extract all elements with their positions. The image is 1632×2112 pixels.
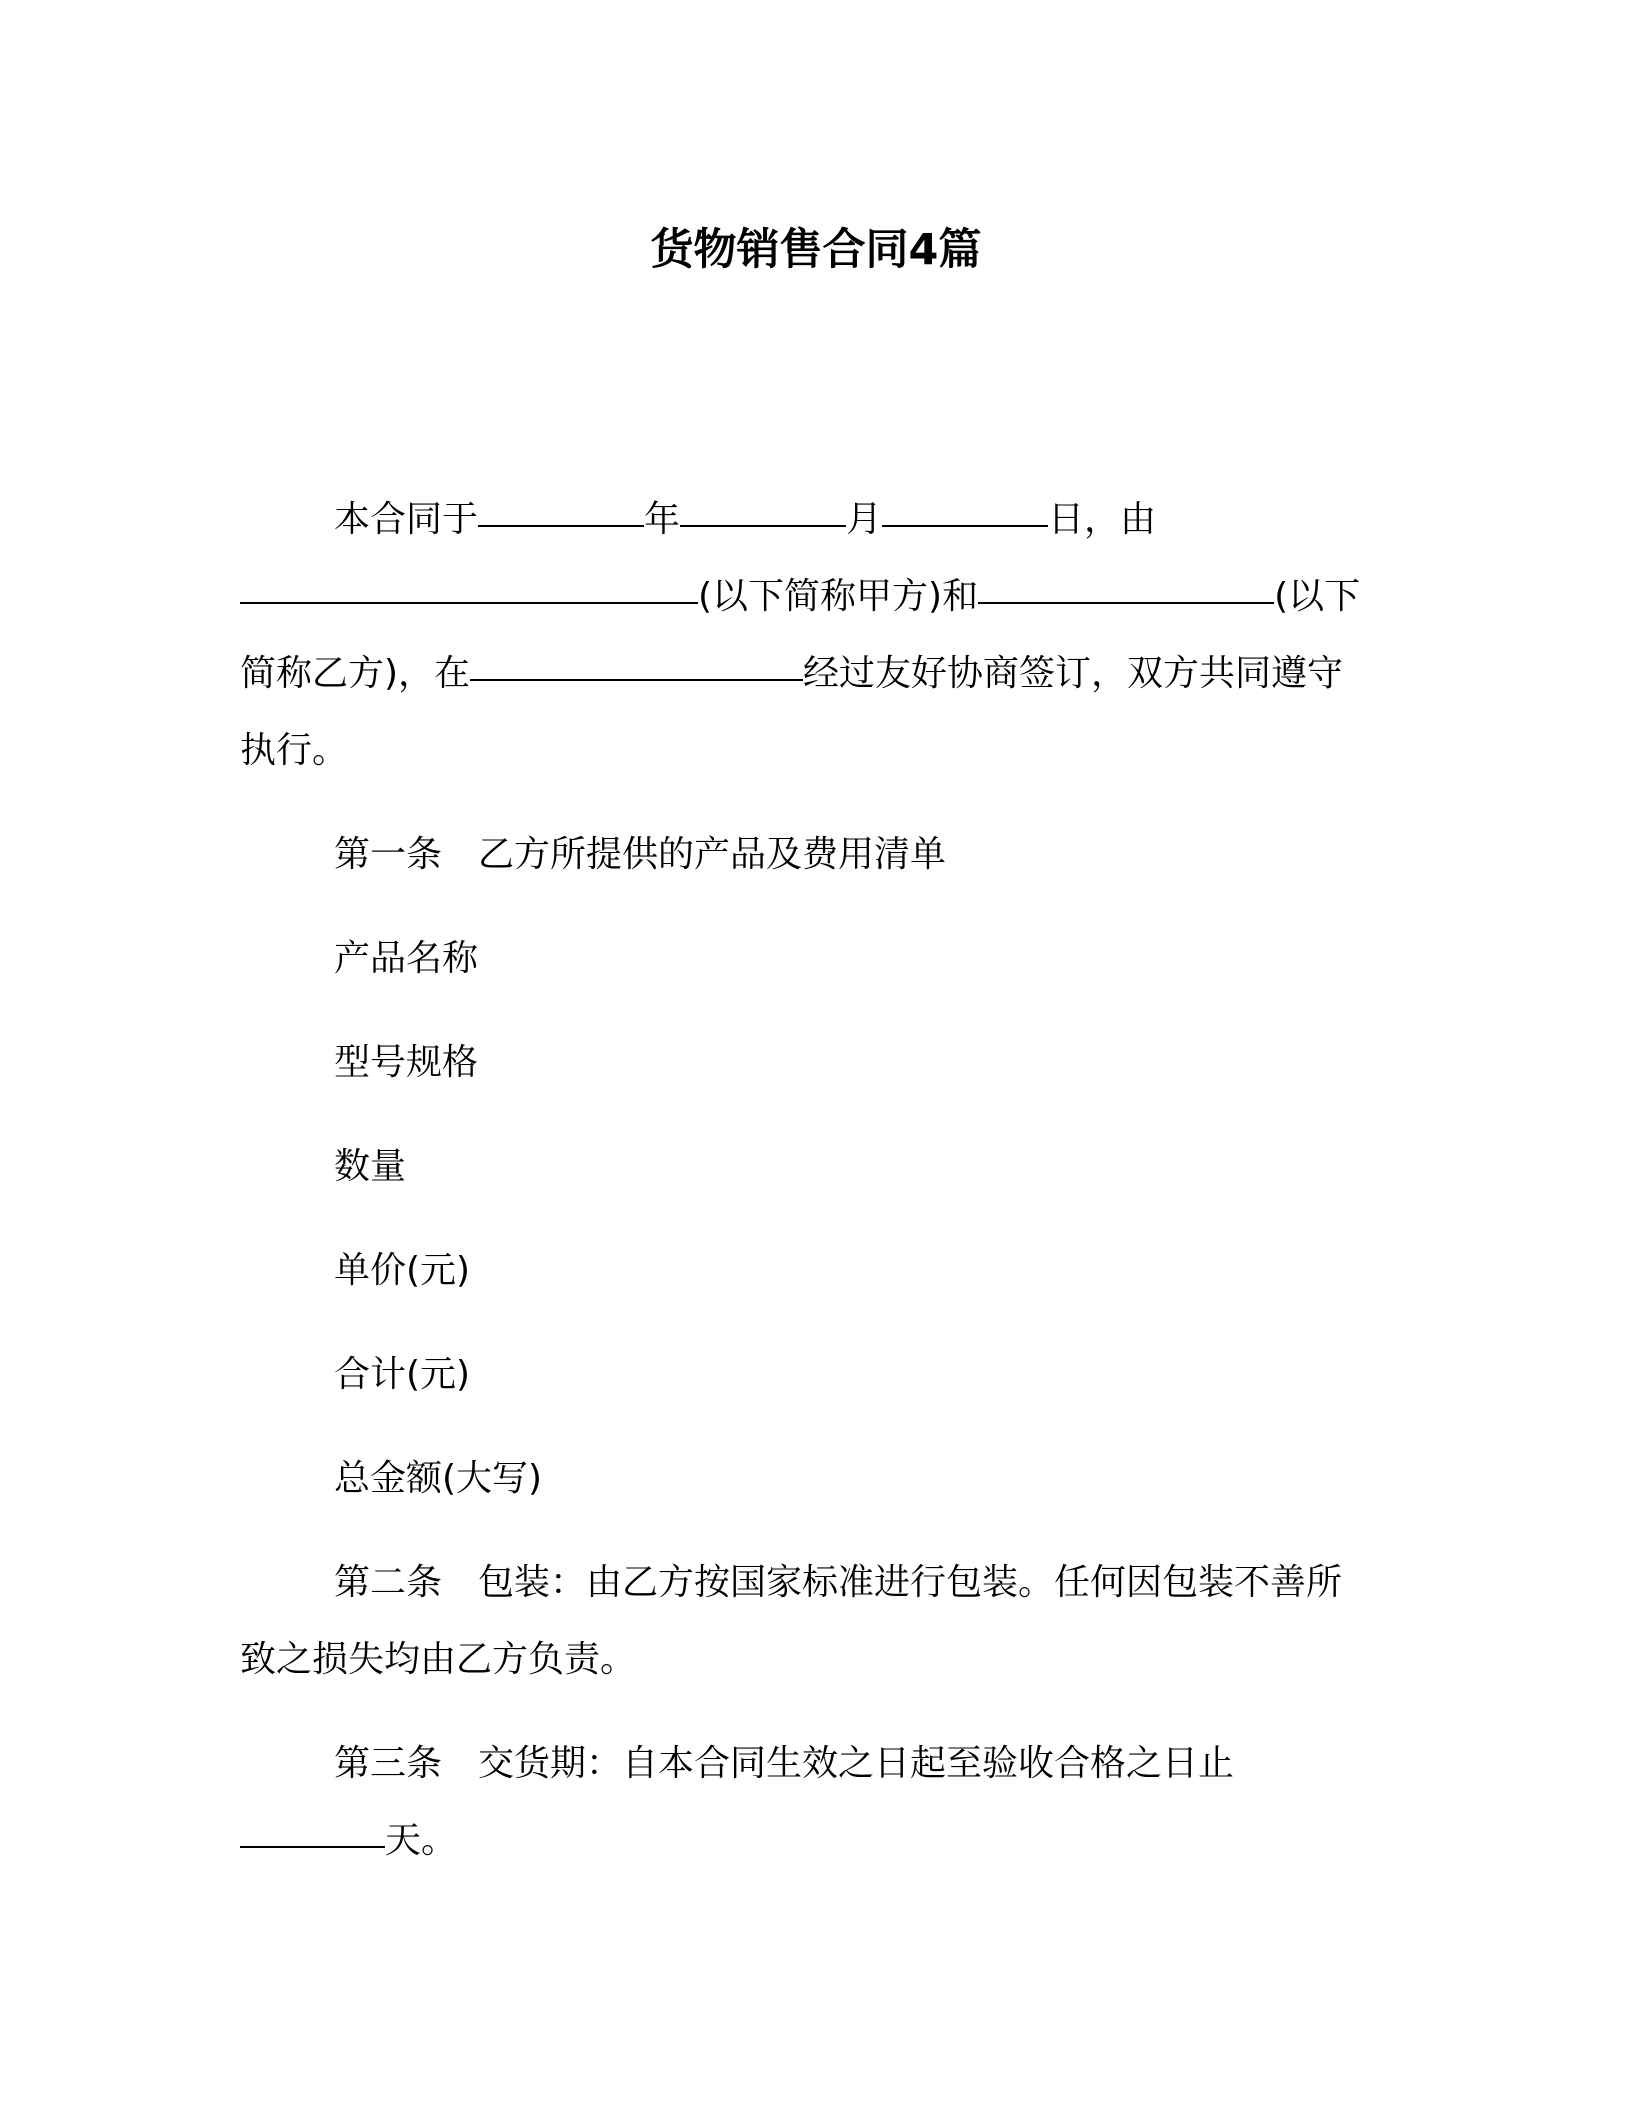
- spacer: [240, 1413, 1378, 1440]
- article1-item: 单价(元): [334, 1250, 471, 1291]
- spacer: [240, 1101, 1378, 1128]
- blank-location: [470, 647, 803, 681]
- blank-month: [680, 493, 846, 527]
- spacer: [240, 1517, 1378, 1544]
- blank-day: [882, 493, 1048, 527]
- spacer: [240, 997, 1378, 1024]
- blank-party-b: [978, 570, 1274, 604]
- spacer: [240, 893, 1378, 920]
- blank-year: [478, 493, 644, 527]
- preamble-text-7: 简称乙方)，在: [240, 653, 471, 694]
- article1-item: 数量: [334, 1146, 407, 1187]
- article3-line-1: 第三条 交货期：自本合同生效之日起至验收合格之日止: [334, 1743, 1235, 1784]
- preamble-text-2: 年: [644, 499, 681, 540]
- contract-body: [240, 481, 1378, 1879]
- preamble-text-5: (以下简称甲方)和: [698, 576, 979, 617]
- preamble-text-1: 本合同于: [334, 499, 479, 540]
- article1-heading: 第一条 乙方所提供的产品及费用清单: [334, 834, 947, 875]
- article1-item: 合计(元): [334, 1354, 471, 1395]
- article1-item: 型号规格: [334, 1042, 479, 1083]
- preamble-line-2: [240, 558, 1378, 635]
- preamble-text-6: (以下: [1274, 576, 1361, 617]
- blank-party-a: [240, 570, 698, 604]
- preamble-text-4: 日，由: [1048, 499, 1157, 540]
- spacer: [240, 1205, 1378, 1232]
- preamble-text-9: 执行。: [240, 730, 349, 771]
- document-title: 货物销售合同4篇: [650, 225, 982, 275]
- article3-line-2: [240, 1802, 1378, 1879]
- blank-days: [240, 1814, 385, 1848]
- article1-item: 产品名称: [334, 938, 479, 979]
- preamble-text-3: 月: [846, 499, 883, 540]
- preamble-line-4: [240, 712, 1378, 789]
- article2-line-2: 致之损失均由乙方负责。: [240, 1639, 637, 1680]
- preamble-text-8: 经过友好协商签订，双方共同遵守: [803, 653, 1344, 694]
- preamble-line-3: [240, 635, 1378, 712]
- article2-line-1: 第二条 包装：由乙方按国家标准进行包装。任何因包装不善所: [334, 1562, 1343, 1603]
- spacer: [240, 1698, 1378, 1725]
- article1-item: 总金额(大写): [334, 1458, 543, 1499]
- preamble-line-1: [240, 481, 1378, 558]
- spacer: [240, 1309, 1378, 1336]
- article3-text-days: 天。: [385, 1820, 458, 1861]
- spacer: [240, 789, 1378, 816]
